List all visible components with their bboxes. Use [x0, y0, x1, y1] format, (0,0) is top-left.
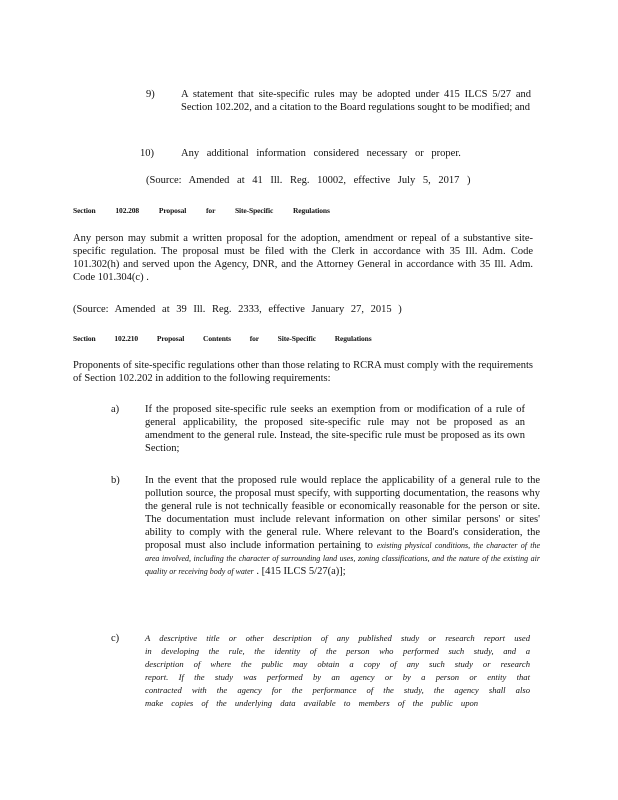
item-a-text: If the proposed site-specific rule seeks an exemption from or modification of a rule of general applicability, the proposed site-specific rule may not be proposed as an amendment to the general rule. Instead, the site-specific rule must be proposed as its own Section; — [145, 404, 525, 454]
section-102-208-body: Any person may submit a written proposal for the adoption, amendment or repeal of a substantive site-specific regulation. The proposal must be filed with the Clerk in accordance with 35 Ill. Adm. Code 101.302(h) and served upon the Agency, DNR, and the Attorney General in accordance with 35 Ill. Adm. Code 101.304(c) . — [73, 233, 533, 283]
item-b-italic-quote: existing physical conditions, the character of the area involved, including the character of surrounding land uses, zoning classifications, and the nature of the existing air quality or receiving body of water — [145, 541, 540, 576]
source-note-2: (Source: Amended at 39 Ill. Reg. 2333, effective January 27, 2015 ) — [73, 304, 402, 315]
item-10-number: 10) — [140, 148, 154, 159]
item-b-citation: . [415 ILCS 5/27(a)]; — [256, 566, 346, 577]
item-c-text: A descriptive title or other description of any published study or research report used in developing the rule, the identity of the person who performed such study, and a description of where the public may obtain a copy of any such study or research report. If the study was performed by an agency or by a person or entity that contracted with the agency for the performance of the study, the agency shall also make copies of the underlying data available to members of the public upon — [145, 633, 530, 708]
item-b-number: b) — [111, 475, 120, 486]
item-10-text: Any additional information considered necessary or proper. — [181, 148, 461, 159]
item-c-number: c) — [111, 633, 120, 644]
item-b-text: In the event that the proposed rule would replace the applicability of a general rule to the pollution source, the proposal must specify, with supporting documentation, the reasons why the general rule is not technically feasible or economically reasonable for the person or site. The documentation must include relevant information on other similar persons' or sites' ability to comply with the general rule. Where relevant to the Board's consideration, the proposal must also include information pertaining to — [145, 475, 540, 551]
source-note-1: (Source: Amended at 41 Ill. Reg. 10002, effective July 5, 2017 ) — [146, 175, 471, 186]
item-a-number: a) — [111, 404, 120, 415]
section-102-208-heading: Section 102.208 Proposal for Site-Specific Regulations — [73, 206, 330, 215]
item-b-paragraph — [145, 474, 540, 578]
section-102-210-intro: Proponents of site-specific regulations other than those relating to RCRA must comply with the requirements of Section 102.202 in addition to the following requirements: — [73, 360, 533, 384]
item-9-text: A statement that site-specific rules may be adopted under 415 ILCS 5/27 and Section 102.202, and a citation to the Board regulations sought to be modified; and — [181, 89, 531, 113]
section-102-210-heading: Section 102.210 Proposal Contents for Site-Specific Regulations — [73, 334, 372, 343]
item-9-number: 9) — [146, 89, 155, 100]
